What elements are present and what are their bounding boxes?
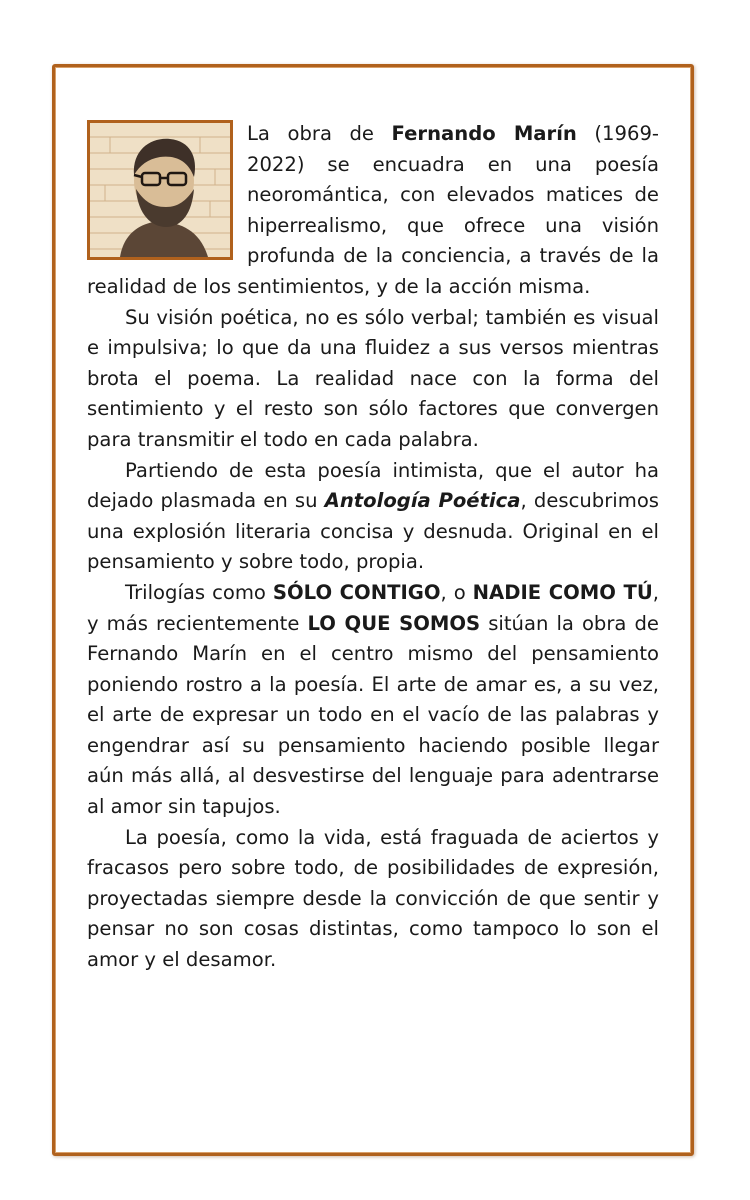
intro-text-start: La obra de [247,122,392,145]
anthology-title: Antología Poética [324,489,521,513]
author-portrait [87,120,233,260]
paragraph-3 [87,456,659,578]
book-title-1: SÓLO CONTIGO [272,580,441,604]
p4-sep-1: , o [440,580,473,604]
biography-text [87,119,659,976]
book-title-2: NADIE COMO TÚ [472,580,653,604]
p4-text-rest: sitúan la obra de Fernando Marín en el centro mismo del pensamiento poniendo rostro a la poesía. El arte de amar es, a su vez, el arte de expresar un todo en el vacío de las palabras y engendrar así su pensamiento haciendo posible llegar aún más allá, al desvestirse del lenguaje para adentrarse al amor sin tapujos. [87,611,659,819]
intro-text-rest: (1969-2022) se encuadra en una poesía neoromántica, con elevados matices de hiperrealismo, que ofrece una visión profunda de la conciencia, a través de la realidad de los sentimientos, y de la acción misma. [87,122,659,298]
p4-sep-2: , y más recientemente [87,580,659,635]
paragraph-intro [87,119,659,303]
paragraph-2: Su visión poética, no es sólo verbal; también es visual e impulsiva; lo que da una fluidez a sus versos mientras brota el poema. La realidad nace con la forma del sentimiento y el resto son sólo factores que convergen para transmitir el todo en cada palabra. [87,305,659,451]
author-name: Fernando Marín [391,122,577,145]
p3-text-rest: , descubrimos una explosión literaria concisa y desnuda. Original en el pensamiento y sobre todo, propia. [87,489,660,574]
paragraph-4 [87,578,659,823]
portrait-sketch [90,123,230,257]
p4-text-start: Trilogías como [125,580,273,604]
paragraph-5: La poesía, como la vida, está fraguada de aciertos y fracasos pero sobre todo, de posibilidades de expresión, proyectadas siempre desde la convicción de que sentir y pensar no son cosas distintas, como tampoco lo son el amor y el desamor. [87,825,659,972]
p3-text-start: Partiendo de esta poesía intimista, que el autor ha dejado plasmada en su [87,458,659,513]
book-title-3: LO QUE SOMOS [307,611,481,635]
